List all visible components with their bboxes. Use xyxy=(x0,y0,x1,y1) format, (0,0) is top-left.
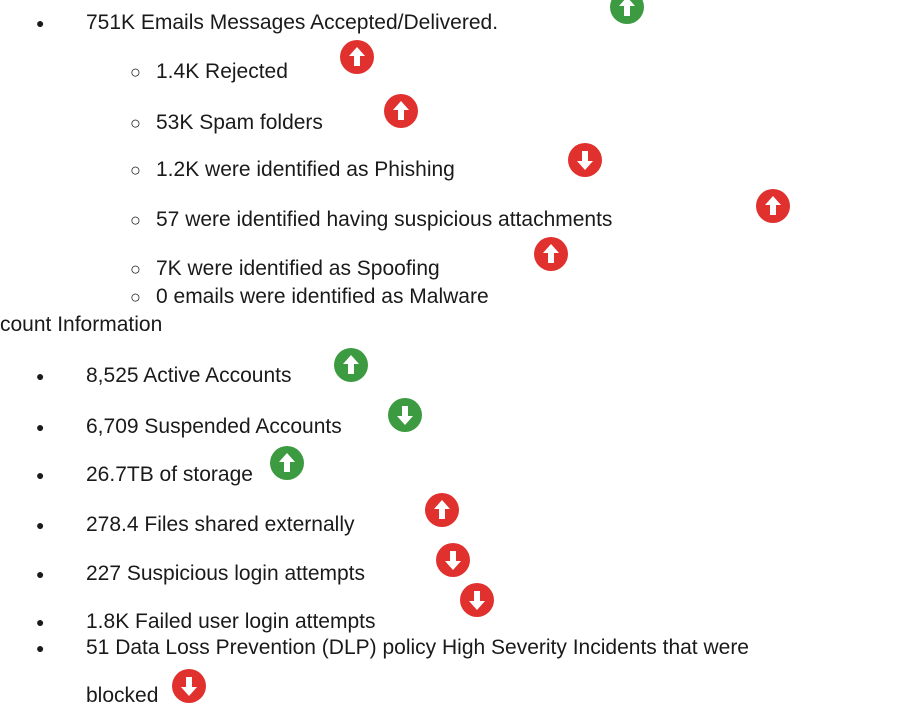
bullet: ○ xyxy=(130,259,141,279)
list-item-spoofing xyxy=(0,254,903,284)
list-item-text: 1.2K were identified as Phishing xyxy=(156,158,455,181)
arrow-up-icon xyxy=(270,446,304,480)
list-item-text: 8,525 Active Accounts xyxy=(86,364,292,387)
list-item-text: 227 Suspicious login attempts xyxy=(86,562,365,585)
list-item-text: blocked xyxy=(86,684,159,707)
arrow-up-icon xyxy=(334,348,368,382)
bullet: ● xyxy=(36,368,45,384)
arrow-up-icon xyxy=(425,493,459,527)
list-item-text: 51 Data Loss Prevention (DLP) policy High Severity Incidents that were xyxy=(86,636,749,659)
bullet: ● xyxy=(36,614,45,630)
list-item-suspicious-logins xyxy=(0,559,903,589)
bullet: ○ xyxy=(130,210,141,230)
list-item-phishing xyxy=(0,155,903,185)
list-item-dlp-incidents xyxy=(0,633,903,663)
list-item-text: 1.8K Failed user login attempts xyxy=(86,610,376,633)
bullet: ○ xyxy=(130,62,141,82)
list-item-active-accounts xyxy=(0,361,903,391)
list-item-malware xyxy=(0,282,903,312)
arrow-down-icon xyxy=(388,398,422,432)
bullet: ● xyxy=(36,566,45,582)
list-item-text: 0 emails were identified as Malware xyxy=(156,285,489,308)
arrow-down-icon xyxy=(460,583,494,617)
arrow-up-icon xyxy=(384,94,418,128)
list-item-text: 53K Spam folders xyxy=(156,111,323,134)
list-item-text: 751K Emails Messages Accepted/Delivered. xyxy=(86,11,499,34)
list-item-spam xyxy=(0,108,903,138)
list-item-text: 57 were identified having suspicious attachments xyxy=(156,208,613,231)
arrow-down-icon xyxy=(436,543,470,577)
list-item-files-shared xyxy=(0,510,903,540)
bullet: ● xyxy=(36,419,45,435)
bullet: ○ xyxy=(130,113,141,133)
arrow-down-icon xyxy=(172,669,206,703)
bullet: ○ xyxy=(130,287,141,307)
list-item-rejected xyxy=(0,57,903,87)
bullet: ● xyxy=(36,467,45,483)
bullet: ○ xyxy=(130,160,141,180)
list-item-suspended-accounts xyxy=(0,412,903,442)
arrow-down-icon xyxy=(568,143,602,177)
list-item-text: 7K were identified as Spoofing xyxy=(156,257,440,280)
list-item-emails-delivered xyxy=(0,8,903,38)
bullet: ● xyxy=(36,517,45,533)
section-heading: count Information xyxy=(0,313,163,336)
list-item-dlp-continuation xyxy=(0,681,903,711)
list-item-text: 278.4 Files shared externally xyxy=(86,513,355,536)
bullet: ● xyxy=(36,640,45,656)
list-item-text: 26.7TB of storage xyxy=(86,463,253,486)
arrow-up-icon xyxy=(340,40,374,74)
arrow-up-icon xyxy=(534,237,568,271)
list-item-storage xyxy=(0,460,903,490)
list-item-text: 1.4K Rejected xyxy=(156,60,288,83)
bullet: ● xyxy=(36,15,45,31)
arrow-up-icon xyxy=(756,189,790,223)
arrow-up-icon xyxy=(610,0,644,24)
list-item-text: 6,709 Suspended Accounts xyxy=(86,415,342,438)
list-item-attachments xyxy=(0,205,903,235)
